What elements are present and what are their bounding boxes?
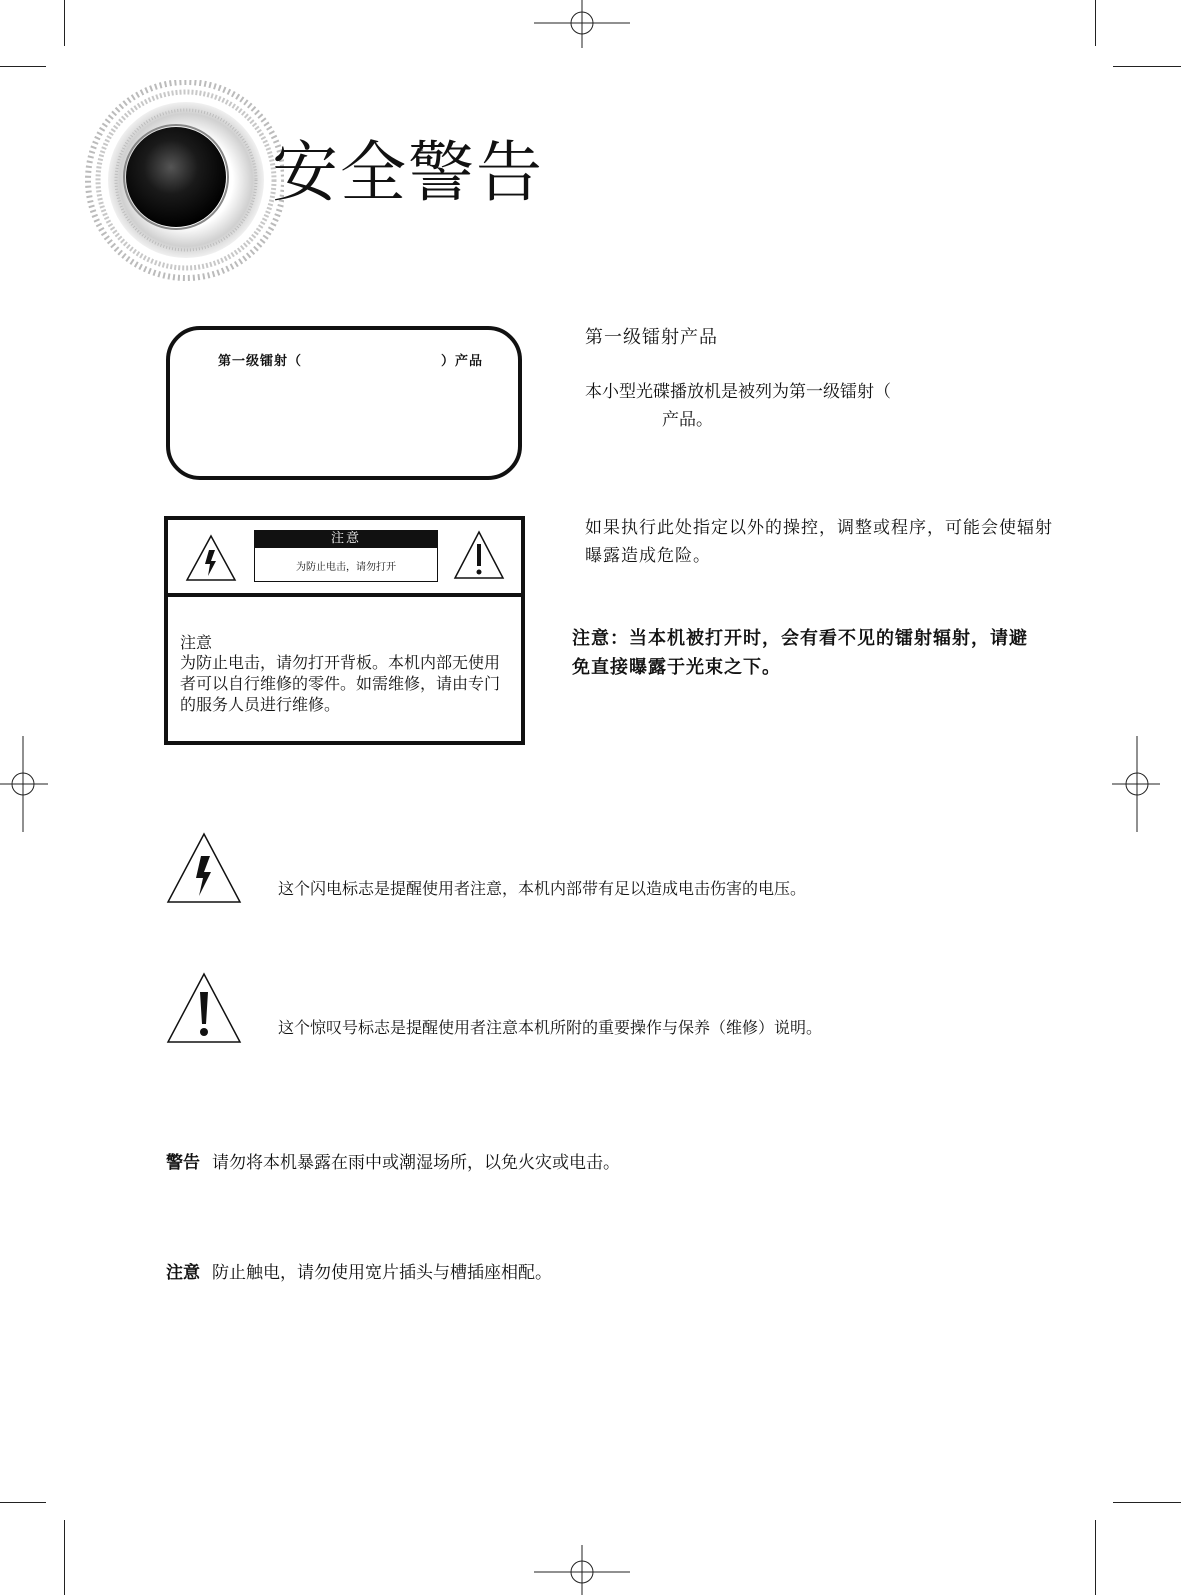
crop-mark bbox=[64, 1520, 65, 1595]
crop-mark bbox=[1095, 1520, 1096, 1595]
registration-mark-icon bbox=[534, 1545, 630, 1595]
note-label: 注意 bbox=[166, 1263, 200, 1283]
laser-product-heading: 第一级镭射产品 bbox=[585, 327, 718, 348]
caution-body: 为防止电击，请勿打开背板。本机内部无使用者可以自行维修的零件。如需维修，请由专门的服务人员进行维修。 bbox=[180, 653, 501, 714]
caution-banner-text: 为防止电击，请勿打开 bbox=[296, 562, 396, 573]
rain-warning bbox=[166, 1148, 620, 1173]
warning-text: 请勿将本机暴露在雨中或潮湿场所，以免火灾或电击。 bbox=[212, 1153, 620, 1173]
page-title: 安全警告 bbox=[272, 134, 544, 211]
plug-note bbox=[166, 1258, 552, 1283]
caution-divider bbox=[164, 593, 525, 597]
exclamation-triangle-icon bbox=[166, 972, 242, 1044]
speaker-graphic bbox=[84, 80, 284, 285]
exclamation-symbol-text: 这个惊叹号标志是提醒使用者注意本机所附的重要操作与保养（维修）说明。 bbox=[278, 1018, 823, 1037]
lightning-triangle-icon bbox=[185, 534, 237, 582]
operation-warning-text: 如果执行此处指定以外的操控，调整或程序，可能会使辐射曝露造成危险。 bbox=[585, 518, 1053, 566]
warning-label: 警告 bbox=[166, 1153, 200, 1173]
crop-mark bbox=[1113, 1502, 1181, 1503]
crop-mark bbox=[1113, 66, 1181, 67]
registration-mark-icon bbox=[1112, 736, 1160, 832]
crop-mark bbox=[0, 66, 46, 67]
caution-title: 注意 bbox=[180, 633, 213, 652]
crop-mark bbox=[64, 0, 65, 46]
laser-product-text-cont: 产品。 bbox=[662, 410, 713, 430]
laser-product-text: 本小型光碟播放机是被列为第一级镭射（ bbox=[585, 382, 891, 402]
registration-mark-icon bbox=[534, 0, 630, 48]
note-text: 防止触电，请勿使用宽片插头与槽插座相配。 bbox=[212, 1263, 552, 1283]
lightning-triangle-icon bbox=[166, 832, 242, 904]
crop-mark bbox=[0, 1502, 46, 1503]
radiation-caution-text: 注意：当本机被打开时，会有看不见的镭射辐射，请避免直接曝露于光束之下。 bbox=[572, 628, 1028, 678]
crop-mark bbox=[1095, 0, 1096, 46]
caution-banner-title: 注意 bbox=[254, 530, 438, 548]
exclamation-triangle-icon bbox=[453, 530, 505, 580]
laser-label-start: 第一级镭射（ bbox=[218, 354, 303, 369]
registration-mark-icon bbox=[0, 736, 48, 832]
laser-label-end: ）产品 bbox=[441, 354, 484, 369]
lightning-symbol-text: 这个闪电标志是提醒使用者注意，本机内部带有足以造成电击伤害的电压。 bbox=[278, 879, 807, 898]
